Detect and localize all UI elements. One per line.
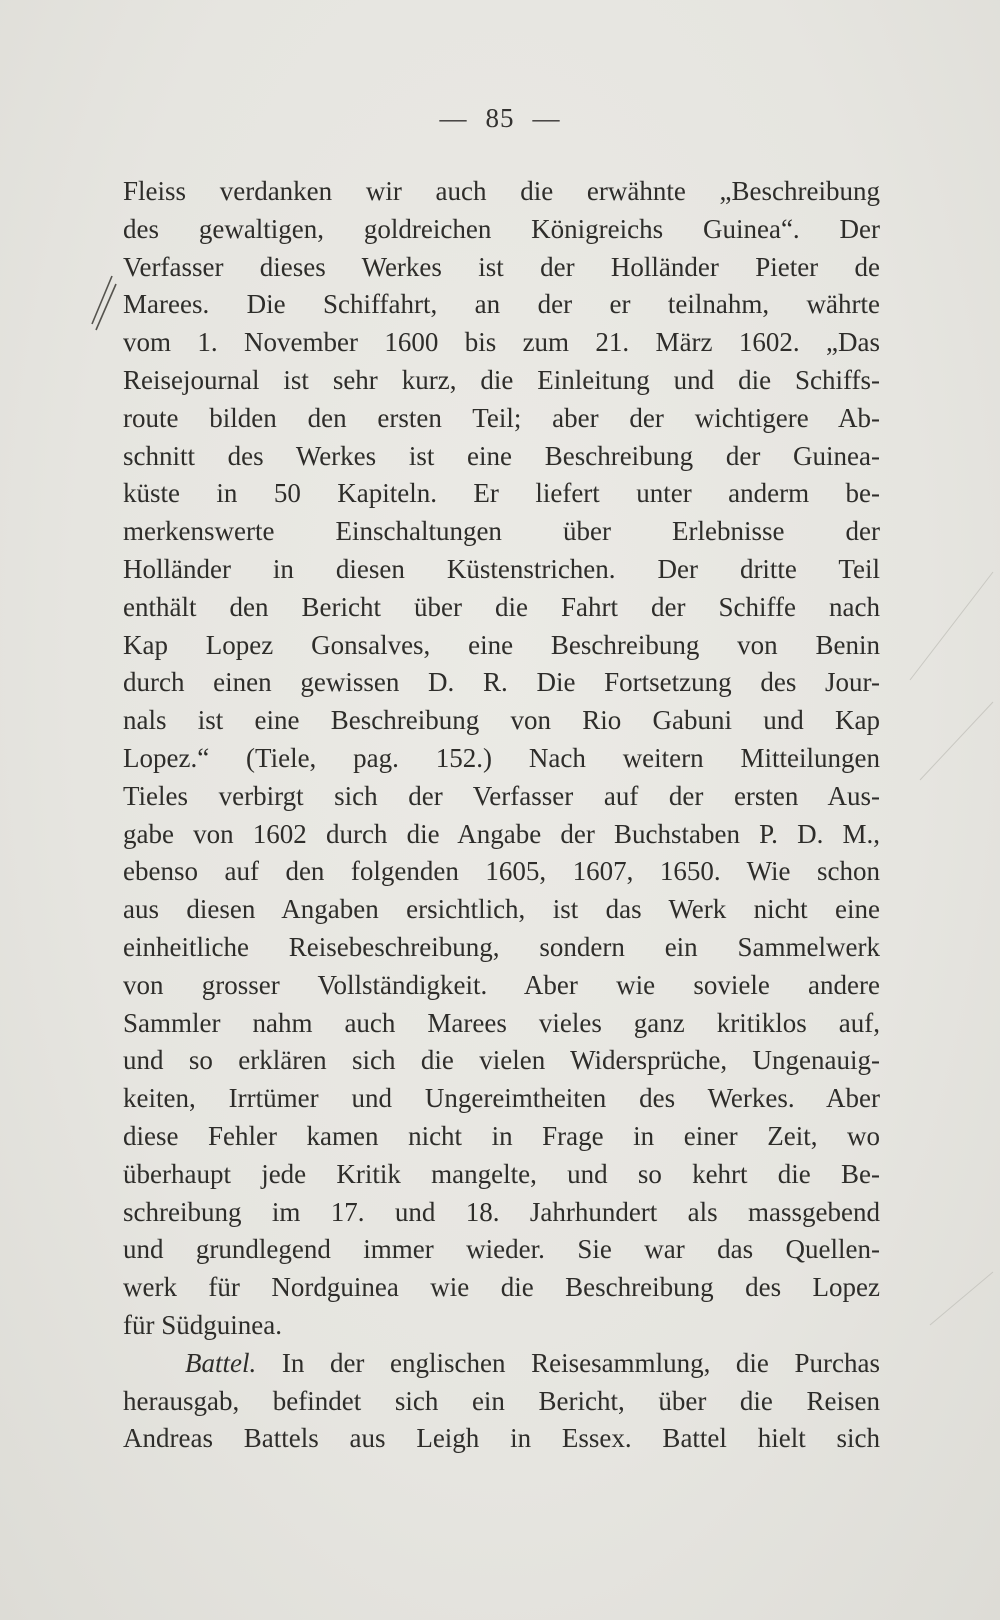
text-line: werk für Nordguinea wie die Beschreibung des Lopez — [123, 1272, 880, 1303]
paragraph-end-line: für Südguinea. — [123, 1309, 282, 1340]
body-text — [123, 173, 880, 1458]
text-line: Andreas Battels aus Leigh in Essex. Battel hielt sich — [123, 1423, 880, 1454]
faint-pencil-stroke — [925, 1270, 995, 1330]
text-line: des gewaltigen, goldreichen Königreichs Guinea“. Der — [123, 213, 880, 244]
text-line: enthält den Bericht über die Fahrt der Schiffe nach — [123, 591, 880, 622]
text-line: keiten, Irrtümer und Ungereimtheiten des Werkes. Aber — [123, 1083, 880, 1114]
text-line: Fleiss verdanken wir auch die erwähnte „Beschreibung — [123, 176, 880, 206]
paragraph-start-text: In der englischen Reisesammlung, die Purchas — [281, 1347, 880, 1378]
text-line: Marees. Die Schiffahrt, an der er teilnahm, währte — [123, 289, 880, 320]
text-line: und grundlegend immer wieder. Sie war das Quellen- — [123, 1234, 880, 1265]
text-line: Sammler nahm auch Marees vieles ganz kritiklos auf, — [123, 1007, 880, 1038]
text-line: einheitliche Reisebeschreibung, sondern ein Sammelwerk — [123, 931, 880, 962]
pencil-margin-mark — [86, 274, 126, 334]
text-line: Tieles verbirgt sich der Verfasser auf der ersten Aus- — [123, 780, 880, 811]
text-line: Holländer in diesen Küstenstrichen. Der dritte Teil — [123, 553, 880, 584]
page-number-dash-right: — — [532, 103, 561, 133]
paragraph-start-line — [123, 1345, 880, 1383]
text-line: nals ist eine Beschreibung von Rio Gabuni und Kap — [123, 705, 880, 736]
text-line: überhaupt jede Kritik mangelte, und so kehrt die Be- — [123, 1158, 880, 1189]
text-line: route bilden den ersten Teil; aber der wichtigere Ab- — [123, 402, 880, 433]
text-line: diese Fehler kamen nicht in Frage in einer Zeit, wo — [123, 1120, 880, 1151]
text-line: ebenso auf den folgenden 1605, 1607, 1650. Wie schon — [123, 856, 880, 887]
page-number — [0, 103, 1000, 134]
faint-pencil-stroke — [915, 700, 995, 790]
text-line: aus diesen Angaben ersichtlich, ist das Werk nicht eine — [123, 894, 880, 925]
faint-pencil-stroke — [905, 570, 995, 690]
text-line: schreibung im 17. und 18. Jahrhundert als massgebend — [123, 1196, 880, 1227]
text-line: Kap Lopez Gonsalves, eine Beschreibung von Benin — [123, 629, 880, 660]
text-line: durch einen gewissen D. R. Die Fortsetzung des Jour- — [123, 667, 880, 698]
text-line: küste in 50 Kapiteln. Er liefert unter anderm be- — [123, 478, 880, 509]
text-line: herausgab, befindet sich ein Bericht, über die Reisen — [123, 1385, 880, 1416]
text-line: merkenswerte Einschaltungen über Erlebnisse der — [123, 516, 880, 547]
page-number-value: 85 — [485, 103, 515, 133]
text-line: gabe von 1602 durch die Angabe der Buchstaben P. D. M., — [123, 818, 880, 849]
text-line: und so erklären sich die vielen Widersprüche, Ungenauig- — [123, 1045, 880, 1076]
page-number-dash-left: — — [439, 103, 468, 133]
text-line: Verfasser dieses Werkes ist der Holländer Pieter de — [123, 251, 880, 282]
text-line: vom 1. November 1600 bis zum 21. März 1602. „Das — [123, 327, 880, 358]
section-name-battel: Battel. — [185, 1347, 257, 1378]
text-line: von grosser Vollständigkeit. Aber wie soviele andere — [123, 969, 880, 1000]
text-line: Reisejournal ist sehr kurz, die Einleitung und die Schiffs- — [123, 364, 880, 395]
text-line: schnitt des Werkes ist eine Beschreibung der Guinea- — [123, 440, 880, 471]
text-line: Lopez.“ (Tiele, pag. 152.) Nach weitern Mitteilungen — [123, 742, 880, 773]
